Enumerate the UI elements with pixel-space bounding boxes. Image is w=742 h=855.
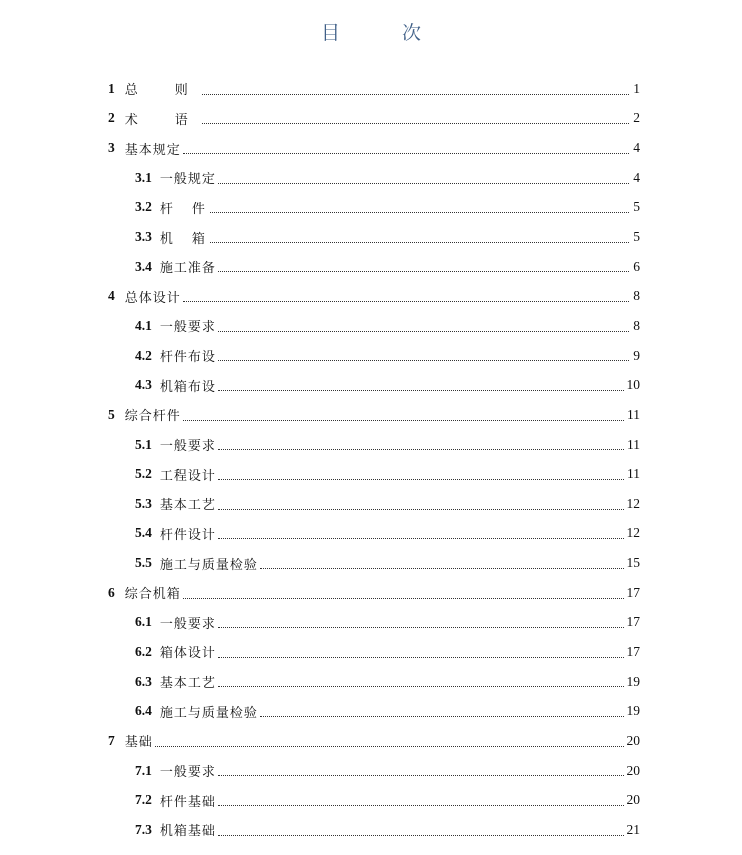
toc-entry-number: 6.2 xyxy=(135,643,152,659)
toc-entry-5-3[interactable] xyxy=(0,489,742,519)
dot-leader xyxy=(218,656,624,658)
toc-entry-6-2[interactable] xyxy=(0,637,742,667)
toc-entry-label: 一般要求 xyxy=(159,765,216,781)
toc-entry-page: 21 xyxy=(626,821,640,837)
toc-entry-number: 6.1 xyxy=(135,614,152,630)
toc-entry-page: 4 xyxy=(633,140,640,156)
dot-leader xyxy=(210,241,629,243)
toc-entry-page: 15 xyxy=(626,555,640,571)
dot-leader xyxy=(183,152,629,154)
toc-entry-label: 工程设计 xyxy=(159,468,216,484)
dot-leader xyxy=(218,508,624,510)
toc-entry-label: 箱体设计 xyxy=(159,646,216,662)
dot-leader xyxy=(218,448,624,450)
toc-entry-6-3[interactable] xyxy=(0,667,742,697)
dot-leader xyxy=(183,419,624,421)
toc-entry-page: 11 xyxy=(627,436,640,452)
toc-entry-label: 一般要求 xyxy=(159,616,216,632)
toc-entry-number: 4.2 xyxy=(135,347,152,363)
toc-entry-number: 5.3 xyxy=(135,495,152,511)
toc-entry-number: 7.2 xyxy=(135,792,152,808)
toc-entry-page: 5 xyxy=(633,199,640,215)
toc-entry-label: 杆件布设 xyxy=(159,350,216,366)
toc-entry-number: 4.1 xyxy=(135,317,152,333)
dot-leader xyxy=(218,389,624,391)
toc-entry-number: 5.4 xyxy=(135,525,152,541)
toc-entry-number: 5.1 xyxy=(135,436,152,452)
dot-leader xyxy=(183,597,624,599)
toc-entry-number: 2 xyxy=(108,110,115,126)
toc-entry-label: 一般要求 xyxy=(159,320,216,336)
dot-leader xyxy=(218,774,624,776)
toc-entry-page: 5 xyxy=(633,229,640,245)
toc-entry-page: 2 xyxy=(633,110,640,126)
toc-list xyxy=(0,74,742,845)
toc-entry-1[interactable] xyxy=(0,74,742,104)
toc-entry-4-2[interactable] xyxy=(0,341,742,371)
toc-entry-label: 基本规定 xyxy=(124,142,181,158)
toc-entry-5-4[interactable] xyxy=(0,519,742,549)
toc-entry-page: 8 xyxy=(633,288,640,304)
toc-entry-number: 7.3 xyxy=(135,821,152,837)
toc-entry-label: 机箱基础 xyxy=(159,824,216,840)
toc-entry-label: 杆 件 xyxy=(159,201,208,217)
dot-leader xyxy=(218,626,624,628)
toc-entry-5-2[interactable] xyxy=(0,459,742,489)
toc-entry-page: 10 xyxy=(626,377,640,393)
toc-entry-label: 综合机箱 xyxy=(124,587,181,603)
toc-entry-number: 7.1 xyxy=(135,762,152,778)
toc-entry-label: 机箱布设 xyxy=(159,379,216,395)
toc-entry-number: 1 xyxy=(108,80,115,96)
dot-leader xyxy=(218,270,629,272)
toc-entry-7[interactable] xyxy=(0,726,742,756)
toc-entry-number: 7 xyxy=(108,732,115,748)
toc-entry-6-1[interactable] xyxy=(0,608,742,638)
toc-entry-number: 3.1 xyxy=(135,169,152,185)
dot-leader xyxy=(155,745,624,747)
toc-entry-page: 11 xyxy=(627,466,640,482)
toc-entry-label: 施工与质量检验 xyxy=(159,705,258,721)
toc-entry-5-1[interactable] xyxy=(0,430,742,460)
toc-entry-label: 术 语 xyxy=(124,112,200,128)
toc-entry-number: 5 xyxy=(108,406,115,422)
dot-leader xyxy=(218,834,624,836)
toc-entry-page: 19 xyxy=(626,703,640,719)
toc-entry-label: 总 则 xyxy=(124,83,200,99)
toc-entry-6-4[interactable] xyxy=(0,696,742,726)
toc-entry-number: 6.3 xyxy=(135,673,152,689)
dot-leader xyxy=(218,182,629,184)
toc-entry-2[interactable] xyxy=(0,104,742,134)
toc-entry-number: 3.3 xyxy=(135,229,152,245)
toc-entry-number: 6 xyxy=(108,584,115,600)
toc-entry-page: 17 xyxy=(626,643,640,659)
toc-entry-3-3[interactable] xyxy=(0,222,742,252)
toc-entry-label: 杆件设计 xyxy=(159,527,216,543)
toc-entry-7-1[interactable] xyxy=(0,756,742,786)
toc-entry-label: 基本工艺 xyxy=(159,498,216,514)
toc-entry-label: 一般规定 xyxy=(159,172,216,188)
toc-entry-label: 基础 xyxy=(124,735,153,751)
page-title: 目 次 xyxy=(320,22,450,44)
toc-entry-3-1[interactable] xyxy=(0,163,742,193)
toc-entry-page: 1 xyxy=(633,80,640,96)
toc-entry-7-2[interactable] xyxy=(0,785,742,815)
toc-entry-7-3[interactable] xyxy=(0,815,742,845)
toc-entry-page: 6 xyxy=(633,258,640,274)
dot-leader xyxy=(260,567,624,569)
toc-entry-6[interactable] xyxy=(0,578,742,608)
toc-entry-number: 4.3 xyxy=(135,377,152,393)
toc-entry-label: 一般要求 xyxy=(159,439,216,454)
toc-entry-page: 9 xyxy=(633,347,640,363)
toc-entry-label: 施工准备 xyxy=(159,261,216,277)
toc-entry-label: 施工与质量检验 xyxy=(159,557,258,573)
toc-entry-page: 20 xyxy=(626,762,640,778)
toc-entry-page: 12 xyxy=(626,495,640,511)
toc-entry-number: 5.2 xyxy=(135,466,152,482)
toc-entry-number: 4 xyxy=(108,288,115,304)
dot-leader xyxy=(210,211,629,213)
toc-entry-label: 机 箱 xyxy=(159,231,208,247)
toc-entry-number: 3.2 xyxy=(135,199,152,215)
toc-entry-4-3[interactable] xyxy=(0,370,742,400)
dot-leader xyxy=(218,359,629,361)
toc-entry-number: 3 xyxy=(108,140,115,156)
dot-leader xyxy=(183,300,629,302)
toc-entry-page: 20 xyxy=(626,732,640,748)
toc-entry-3-2[interactable] xyxy=(0,193,742,223)
toc-entry-page: 17 xyxy=(626,614,640,630)
toc-entry-number: 3.4 xyxy=(135,258,152,274)
toc-entry-page: 8 xyxy=(633,317,640,333)
toc-entry-page: 17 xyxy=(626,584,640,600)
toc-entry-page: 11 xyxy=(627,406,640,422)
dot-leader xyxy=(218,804,624,806)
dot-leader xyxy=(218,330,629,332)
dot-leader xyxy=(202,93,629,95)
toc-entry-number: 6.4 xyxy=(135,703,152,719)
toc-entry-5-5[interactable] xyxy=(0,548,742,578)
toc-entry-number: 5.5 xyxy=(135,555,152,571)
toc-entry-3[interactable] xyxy=(0,133,742,163)
toc-entry-4[interactable] xyxy=(0,281,742,311)
toc-entry-5[interactable] xyxy=(0,400,742,430)
toc-entry-3-4[interactable] xyxy=(0,252,742,282)
dot-leader xyxy=(218,685,624,687)
toc-entry-page: 19 xyxy=(626,673,640,689)
toc-entry-label: 基本工艺 xyxy=(159,676,216,692)
toc-entry-label: 综合杆件 xyxy=(124,409,181,425)
dot-leader xyxy=(260,715,624,717)
dot-leader xyxy=(202,122,629,124)
dot-leader xyxy=(218,537,624,539)
toc-entry-page: 4 xyxy=(633,169,640,185)
toc-entry-page: 20 xyxy=(626,792,640,808)
toc-entry-label: 杆件基础 xyxy=(159,794,216,810)
toc-entry-label: 总体设计 xyxy=(124,290,181,306)
toc-entry-4-1[interactable] xyxy=(0,311,742,341)
dot-leader xyxy=(218,478,624,480)
toc-entry-page: 12 xyxy=(626,525,640,541)
